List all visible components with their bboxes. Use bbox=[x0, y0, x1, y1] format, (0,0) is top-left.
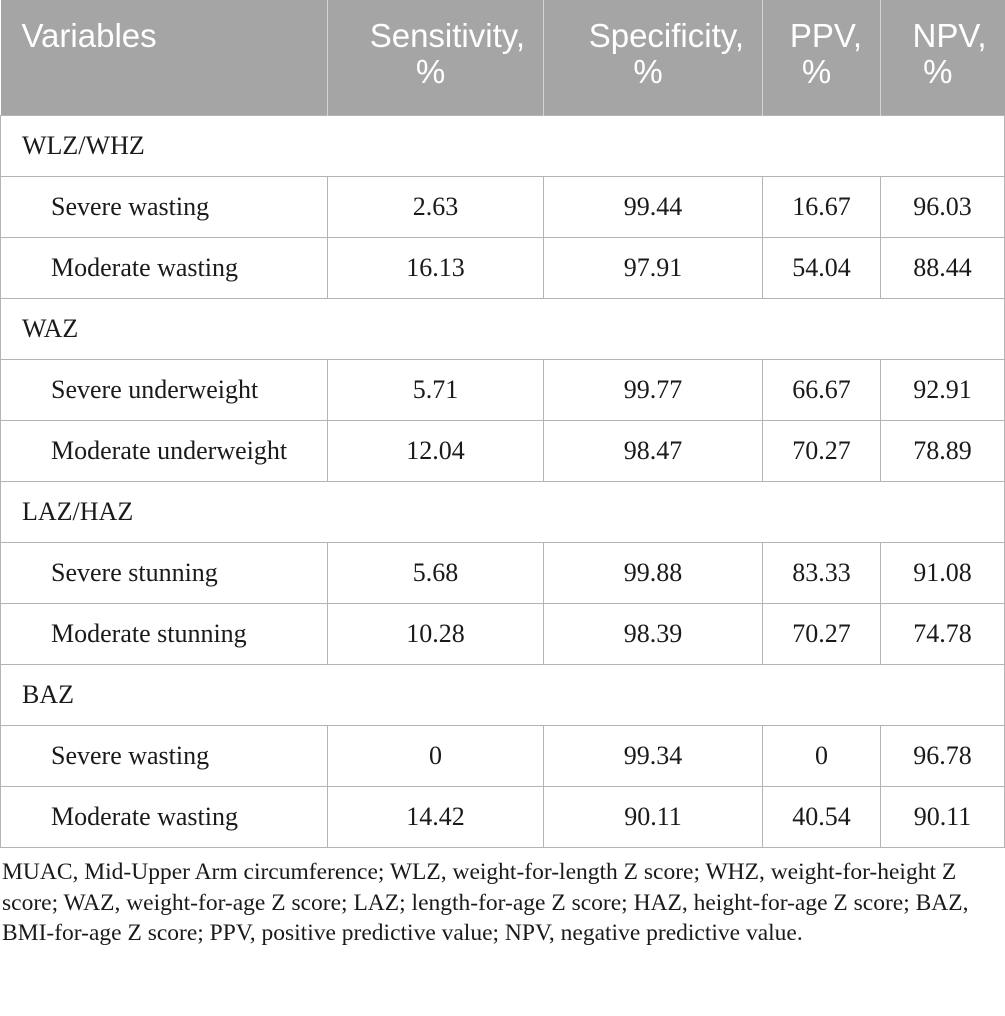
table-row bbox=[1, 176, 1005, 237]
npv-cell: 91.08 bbox=[881, 542, 1005, 603]
header-ppv-line1: PPV, bbox=[789, 17, 862, 54]
header-npv bbox=[881, 0, 1005, 115]
table-row bbox=[1, 237, 1005, 298]
specificity-cell: 99.44 bbox=[544, 176, 763, 237]
npv-cell: 78.89 bbox=[881, 420, 1005, 481]
group-label: BAZ bbox=[1, 664, 1005, 725]
table-row bbox=[1, 359, 1005, 420]
header-specificity-line1: Specificity, bbox=[588, 17, 744, 54]
group-label: LAZ/HAZ bbox=[1, 481, 1005, 542]
ppv-cell: 70.27 bbox=[763, 603, 881, 664]
specificity-cell: 98.47 bbox=[544, 420, 763, 481]
group-row-baz bbox=[1, 664, 1005, 725]
ppv-cell: 70.27 bbox=[763, 420, 881, 481]
ppv-cell: 54.04 bbox=[763, 237, 881, 298]
npv-cell: 92.91 bbox=[881, 359, 1005, 420]
ppv-cell: 40.54 bbox=[763, 786, 881, 847]
npv-cell: 74.78 bbox=[881, 603, 1005, 664]
header-specificity-line2: % bbox=[633, 53, 663, 90]
group-row-waz bbox=[1, 298, 1005, 359]
group-row-wlz-whz bbox=[1, 115, 1005, 176]
sensitivity-cell: 16.13 bbox=[328, 237, 544, 298]
row-label: Severe wasting bbox=[1, 176, 328, 237]
header-variables bbox=[1, 0, 328, 115]
specificity-cell: 99.88 bbox=[544, 542, 763, 603]
specificity-cell: 99.34 bbox=[544, 725, 763, 786]
header-variables-text: Variables bbox=[21, 17, 157, 54]
npv-cell: 90.11 bbox=[881, 786, 1005, 847]
header-npv-line2: % bbox=[923, 53, 953, 90]
row-label: Moderate wasting bbox=[1, 237, 328, 298]
header-row bbox=[1, 0, 1005, 115]
npv-cell: 96.78 bbox=[881, 725, 1005, 786]
group-label: WAZ bbox=[1, 298, 1005, 359]
sensitivity-cell: 0 bbox=[328, 725, 544, 786]
sensitivity-cell: 2.63 bbox=[328, 176, 544, 237]
header-sensitivity-line2: % bbox=[415, 53, 446, 90]
sensitivity-cell: 5.68 bbox=[328, 542, 544, 603]
sensitivity-cell: 12.04 bbox=[328, 420, 544, 481]
group-label: WLZ/WHZ bbox=[1, 115, 1005, 176]
specificity-cell: 98.39 bbox=[544, 603, 763, 664]
sensitivity-cell: 14.42 bbox=[328, 786, 544, 847]
header-sensitivity-line1: Sensitivity, bbox=[369, 17, 525, 54]
row-label: Severe underweight bbox=[1, 359, 328, 420]
row-label: Moderate underweight bbox=[1, 420, 328, 481]
ppv-cell: 83.33 bbox=[763, 542, 881, 603]
header-ppv-line2: % bbox=[801, 53, 832, 90]
table-row bbox=[1, 420, 1005, 481]
row-label: Moderate stunning bbox=[1, 603, 328, 664]
table-row bbox=[1, 786, 1005, 847]
table-row bbox=[1, 725, 1005, 786]
table-row bbox=[1, 542, 1005, 603]
npv-cell: 88.44 bbox=[881, 237, 1005, 298]
sensitivity-cell: 5.71 bbox=[328, 359, 544, 420]
header-ppv bbox=[763, 0, 881, 115]
header-specificity bbox=[544, 0, 763, 115]
header-npv-line1: NPV, bbox=[912, 17, 987, 54]
group-row-laz-haz bbox=[1, 481, 1005, 542]
ppv-cell: 16.67 bbox=[763, 176, 881, 237]
specificity-cell: 97.91 bbox=[544, 237, 763, 298]
specificity-cell: 90.11 bbox=[544, 786, 763, 847]
ppv-cell: 66.67 bbox=[763, 359, 881, 420]
specificity-cell: 99.77 bbox=[544, 359, 763, 420]
row-label: Moderate wasting bbox=[1, 786, 328, 847]
table-footnote: MUAC, Mid-Upper Arm circumference; WLZ, weight-for-length Z score; WHZ, weight-for-height Z score; WAZ, weight-for-age Z score; LAZ; length-for-age Z score; HAZ, height-for-age Z score; BAZ, BMI-for-age Z score; PPV, positive predictive value; NPV, negative predictive value. bbox=[2, 859, 969, 946]
ppv-cell: 0 bbox=[763, 725, 881, 786]
table-row bbox=[1, 603, 1005, 664]
header-sensitivity bbox=[328, 0, 544, 115]
sensitivity-cell: 10.28 bbox=[328, 603, 544, 664]
row-label: Severe stunning bbox=[1, 542, 328, 603]
npv-cell: 96.03 bbox=[881, 176, 1005, 237]
row-label: Severe wasting bbox=[1, 725, 328, 786]
